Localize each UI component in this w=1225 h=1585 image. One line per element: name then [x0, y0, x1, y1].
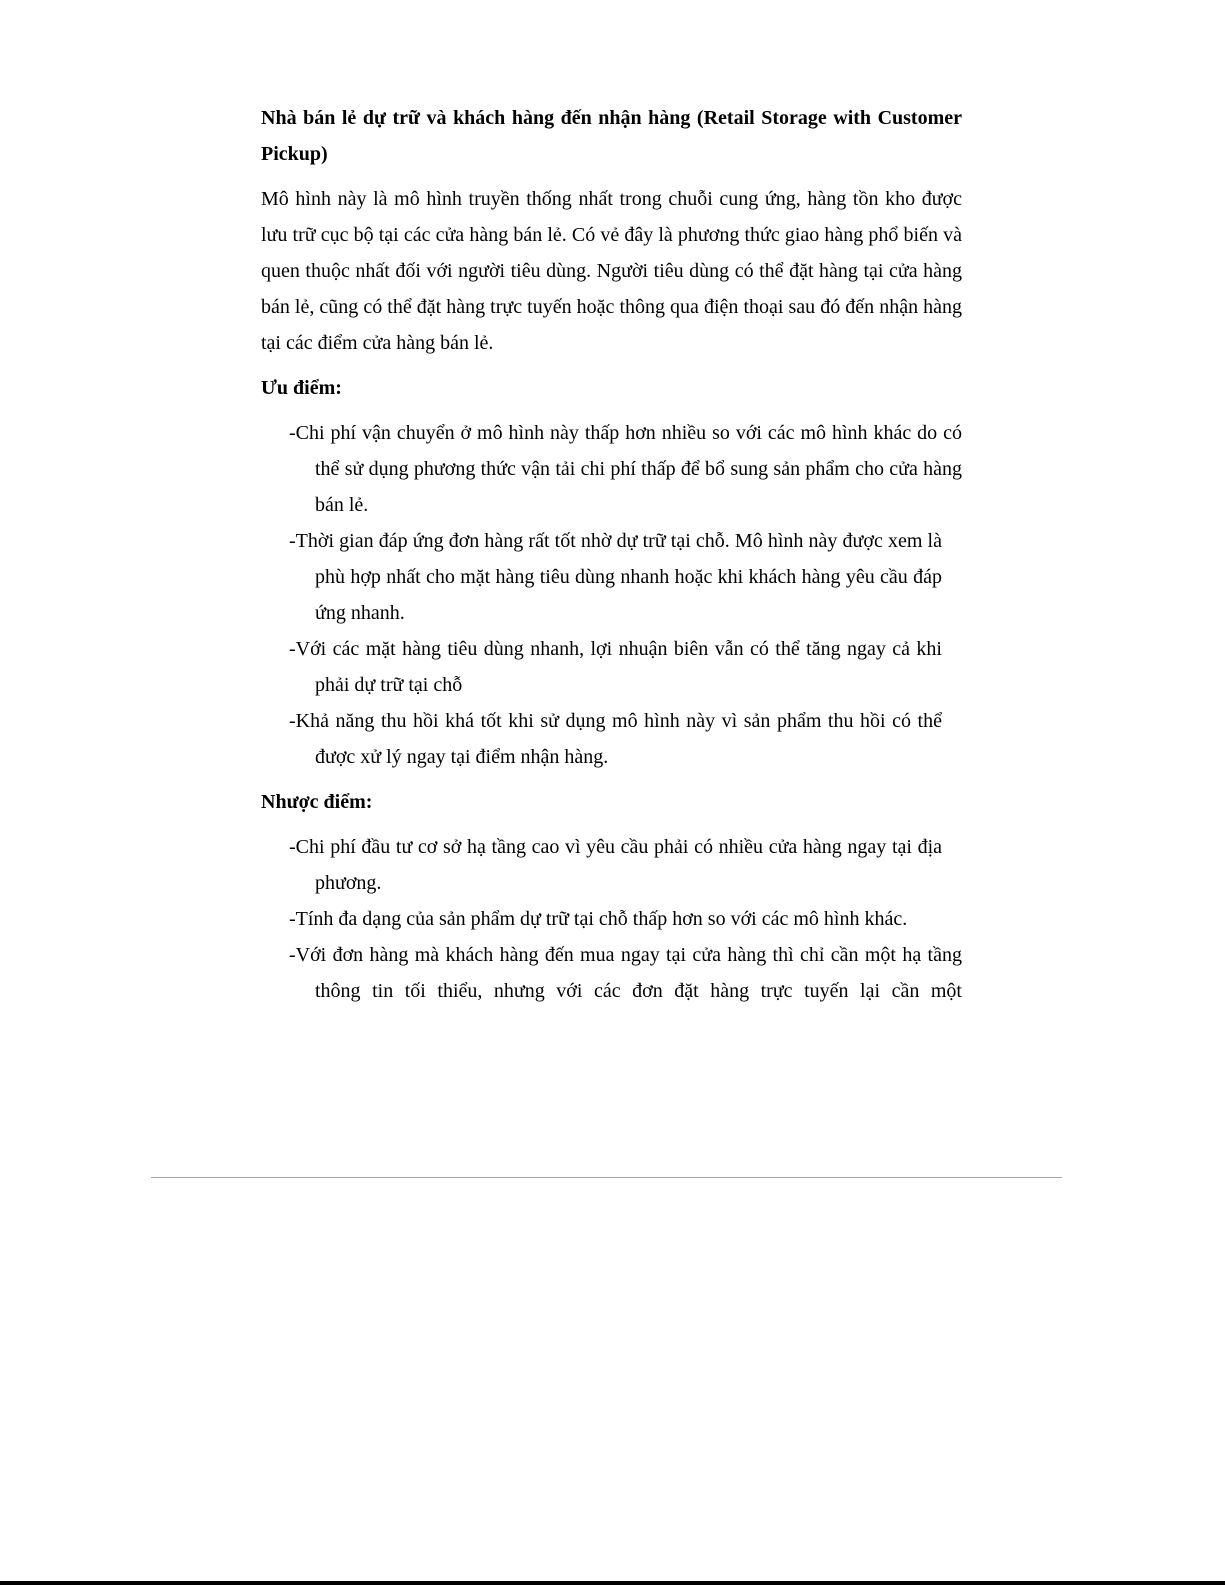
disadvantages-title: Nhược điểm:: [261, 791, 373, 813]
document-page: [261, 100, 962, 1009]
advantage-item-4: -Khả năng thu hồi khá tốt khi sử dụng mô hình này vì sản phẩm thu hồi có thể được xử lý ngay tại điểm nhận hàng.: [289, 710, 942, 768]
advantages-title: Ưu điểm:: [261, 377, 342, 399]
advantage-item-2: -Thời gian đáp ứng đơn hàng rất tốt nhờ dự trữ tại chỗ. Mô hình này được xem là phù hợp nhất cho mặt hàng tiêu dùng nhanh hoặc khi khách hàng yêu cầu đáp ứng nhanh.: [289, 530, 942, 624]
intro-paragraph: Mô hình này là mô hình truyền thống nhất trong chuỗi cung ứng, hàng tồn kho được lưu trữ cục bộ tại các cửa hàng bán lẻ. Có vẻ đây là phương thức giao hàng phổ biến và quen thuộc nhất đối với người tiêu dùng. Người tiêu dùng có thể đặt hàng tại cửa hàng bán lẻ, cũng có thể đặt hàng trực tuyến hoặc thông qua điện thoại sau đó đến nhận hàng tại các điểm cửa hàng bán lẻ.: [261, 188, 962, 354]
page-divider: [151, 1177, 1062, 1178]
disadvantage-item-1: -Chi phí đầu tư cơ sở hạ tầng cao vì yêu cầu phải có nhiều cửa hàng ngay tại địa phương.: [289, 836, 942, 894]
section-heading: Nhà bán lẻ dự trữ và khách hàng đến nhận hàng (Retail Storage with Customer Pickup): [261, 107, 962, 165]
disadvantage-item-3: -Với đơn hàng mà khách hàng đến mua ngay tại cửa hàng thì chỉ cần một hạ tầng thông tin tối thiểu, nhưng với các đơn đặt hàng trực tuyến lại cần một: [289, 944, 962, 1002]
advantage-item-1: -Chi phí vận chuyển ở mô hình này thấp hơn nhiều so với các mô hình khác do có thể sử dụng phương thức vận tải chi phí thấp để bổ sung sản phẩm cho cửa hàng bán lẻ.: [289, 422, 962, 516]
disadvantages-list: [261, 829, 962, 1009]
page-bottom-edge: [0, 1581, 1225, 1585]
advantages-list: [261, 415, 962, 775]
advantage-item-3: -Với các mặt hàng tiêu dùng nhanh, lợi nhuận biên vẫn có thể tăng ngay cả khi phải dự trữ tại chỗ: [289, 638, 942, 696]
disadvantage-item-2: -Tính đa dạng của sản phẩm dự trữ tại chỗ thấp hơn so với các mô hình khác.: [289, 908, 908, 930]
